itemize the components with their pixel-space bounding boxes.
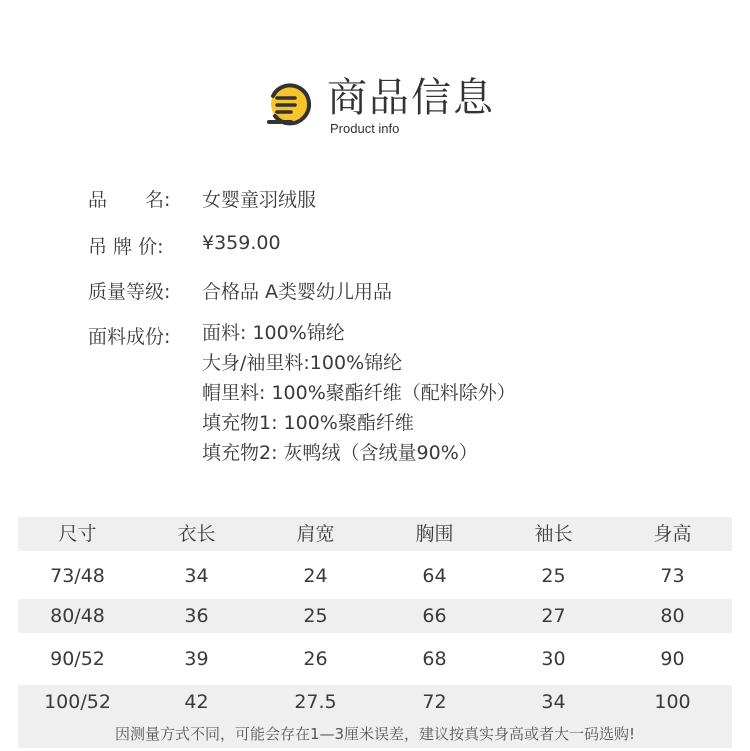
table-cell: 24 [303, 565, 328, 587]
table-cell: 34 [184, 565, 209, 587]
table-cell: 100 [654, 691, 691, 713]
table-header-cell: 肩宽 [296, 523, 335, 545]
fabric-line: 帽里料: 100%聚酯纤维（配料除外） [202, 382, 516, 404]
table-cell: 73/48 [50, 565, 105, 587]
grade-value: 合格品 A类婴幼儿用品 [202, 281, 393, 303]
table-cell: 26 [303, 648, 328, 670]
table-row [18, 642, 732, 676]
section-header [263, 74, 523, 138]
table-cell: 72 [422, 691, 447, 713]
table-cell: 25 [541, 565, 566, 587]
table-row [18, 559, 732, 593]
fabric-line: 填充物2: 灰鸭绒（含绒量90%） [202, 442, 478, 464]
fabric-line: 大身/袖里料:100%锦纶 [202, 352, 403, 374]
price-label: 吊 牌 价: [88, 236, 164, 258]
table-cell: 80 [660, 605, 685, 627]
table-cell: 66 [422, 605, 447, 627]
price-value: ¥359.00 [202, 232, 281, 254]
fabric-line: 填充物1: 100%聚酯纤维 [202, 412, 414, 434]
measurement-note: 因测量方式不同，可能会存在1—3厘米误差，建议按真实身高或者大一码选购! [18, 720, 732, 748]
table-cell: 34 [541, 691, 566, 713]
table-cell: 36 [184, 605, 209, 627]
table-header-cell: 身高 [653, 523, 692, 545]
table-cell: 68 [422, 648, 447, 670]
table-cell: 42 [184, 691, 209, 713]
page-title: 商品信息 [327, 75, 495, 121]
table-cell: 73 [660, 565, 685, 587]
name-label: 品 名: [88, 189, 171, 211]
table-row [18, 685, 732, 720]
table-header-cell: 尺寸 [58, 523, 97, 545]
fabric-lines [202, 318, 516, 468]
table-cell: 90 [660, 648, 685, 670]
table-cell: 39 [184, 648, 209, 670]
table-cell: 80/48 [50, 605, 105, 627]
grade-label: 质量等级: [88, 281, 171, 303]
table-header-cell: 衣长 [177, 523, 216, 545]
table-row [18, 599, 732, 633]
name-value: 女婴童羽绒服 [202, 189, 317, 211]
table-header-cell: 袖长 [534, 523, 573, 545]
table-cell: 27.5 [294, 691, 337, 713]
table-cell: 25 [303, 605, 328, 627]
table-header-row [18, 517, 732, 551]
table-header-cell: 胸围 [415, 523, 454, 545]
table-cell: 90/52 [50, 648, 105, 670]
page-subtitle: Product info [330, 121, 400, 136]
info-list-icon [263, 80, 313, 130]
table-cell: 64 [422, 565, 447, 587]
fabric-line: 面料: 100%锦纶 [202, 322, 345, 344]
table-cell: 100/52 [44, 691, 111, 713]
table-cell: 27 [541, 605, 566, 627]
fabric-label: 面料成份: [88, 326, 171, 348]
table-cell: 30 [541, 648, 566, 670]
